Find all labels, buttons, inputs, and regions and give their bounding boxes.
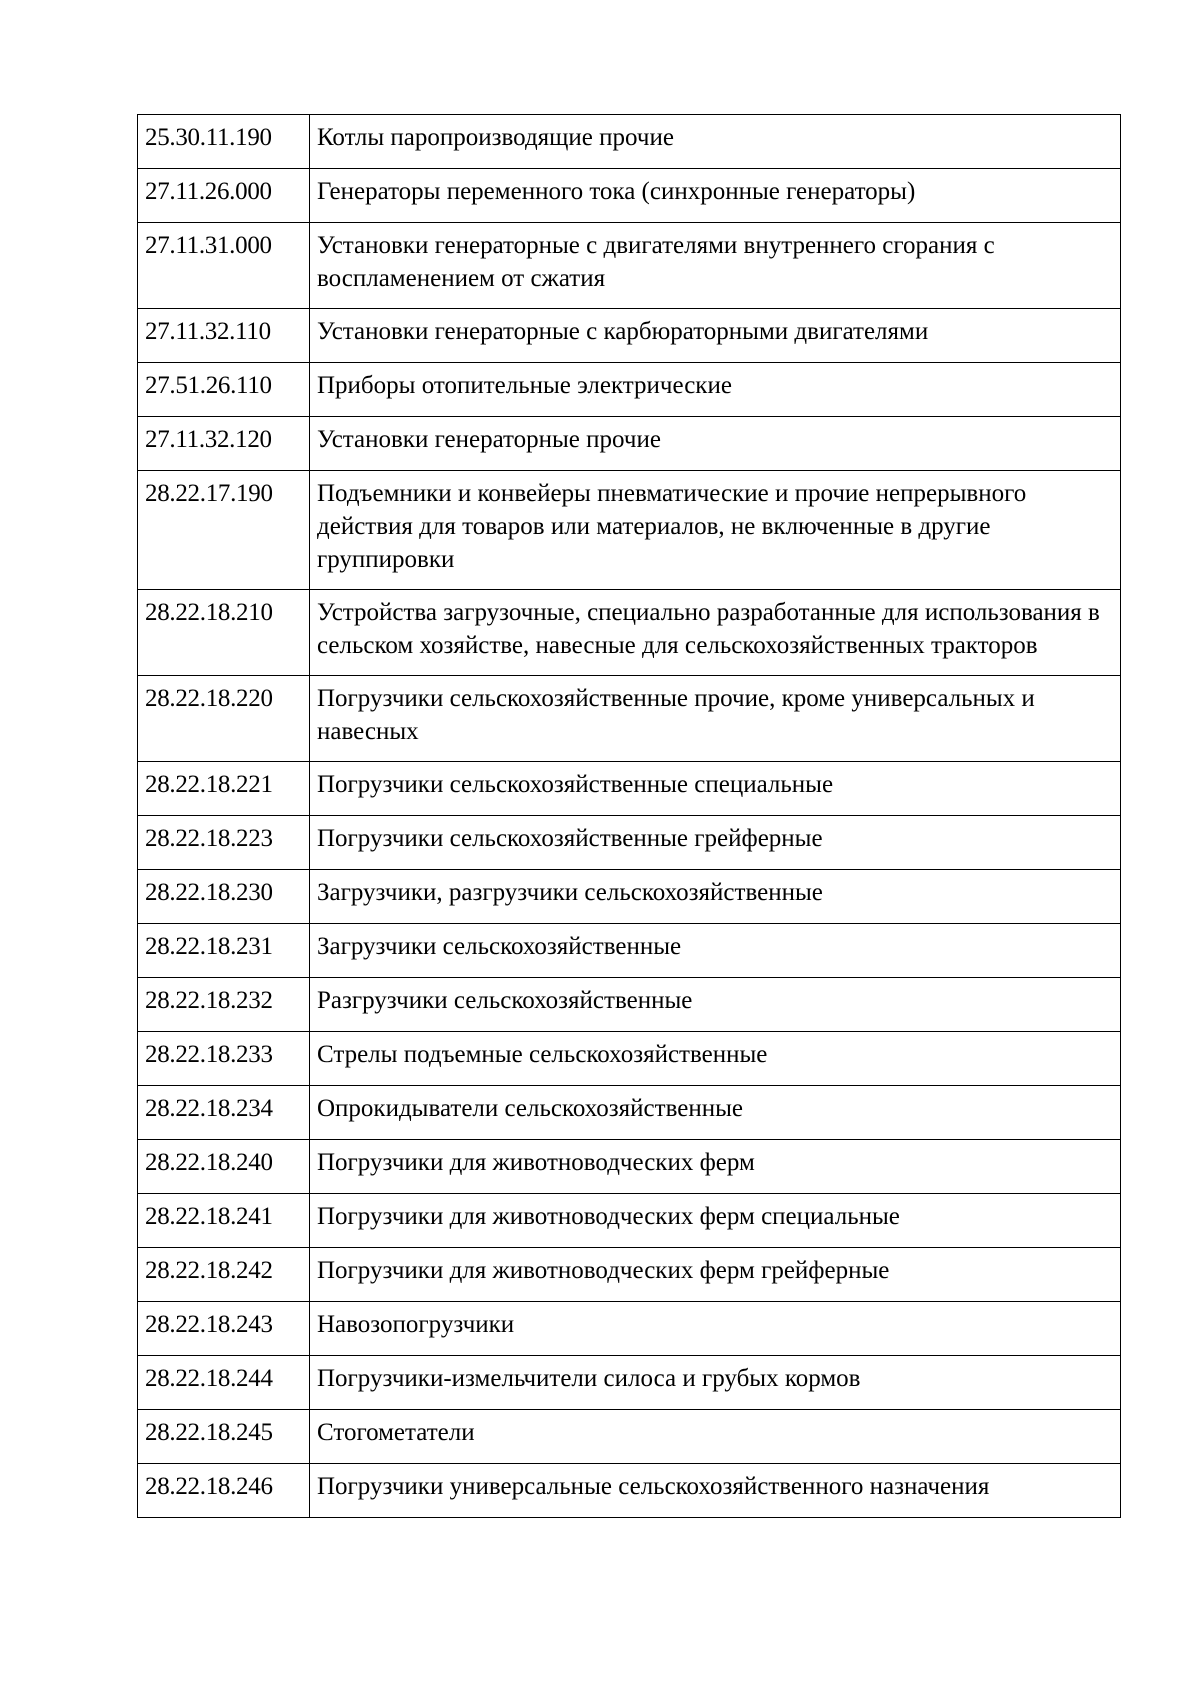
name-cell: Погрузчики универсальные сельскохозяйственного назначения (310, 1464, 1121, 1518)
code-cell: 28.22.18.210 (138, 590, 310, 676)
name-cell: Погрузчики сельскохозяйственные прочие, кроме универсальных и навесных (310, 676, 1121, 762)
name-cell: Установки генераторные прочие (310, 417, 1121, 471)
table-row (138, 816, 1121, 870)
table-row (138, 1032, 1121, 1086)
name-cell: Погрузчики для животноводческих ферм грейферные (310, 1248, 1121, 1302)
code-cell: 27.11.26.000 (138, 169, 310, 223)
table-row (138, 762, 1121, 816)
name-cell: Погрузчики для животноводческих ферм специальные (310, 1194, 1121, 1248)
name-cell: Загрузчики, разгрузчики сельскохозяйственные (310, 870, 1121, 924)
name-cell: Загрузчики сельскохозяйственные (310, 924, 1121, 978)
code-cell: 28.22.18.230 (138, 870, 310, 924)
table-row (138, 978, 1121, 1032)
name-cell: Установки генераторные с карбюраторными двигателями (310, 309, 1121, 363)
code-cell: 28.22.18.242 (138, 1248, 310, 1302)
name-cell: Подъемники и конвейеры пневматические и прочие непрерывного действия для товаров или материалов, не включенные в другие группировки (310, 471, 1121, 590)
code-cell: 28.22.18.232 (138, 978, 310, 1032)
name-cell: Котлы паропроизводящие прочие (310, 115, 1121, 169)
name-cell: Установки генераторные с двигателями внутреннего сгорания с воспламенением от сжатия (310, 223, 1121, 309)
table-row (138, 1140, 1121, 1194)
name-cell: Стогометатели (310, 1410, 1121, 1464)
table-row (138, 1410, 1121, 1464)
table-row (138, 1248, 1121, 1302)
code-cell: 28.22.17.190 (138, 471, 310, 590)
table-row (138, 223, 1121, 309)
table-row (138, 1356, 1121, 1410)
table-row (138, 1086, 1121, 1140)
table-row (138, 363, 1121, 417)
name-cell: Устройства загрузочные, специально разработанные для использования в сельском хозяйстве, навесные для сельскохозяйственных тракторов (310, 590, 1121, 676)
code-cell: 28.22.18.243 (138, 1302, 310, 1356)
name-cell: Погрузчики для животноводческих ферм (310, 1140, 1121, 1194)
code-cell: 25.30.11.190 (138, 115, 310, 169)
code-cell: 28.22.18.240 (138, 1140, 310, 1194)
code-cell: 27.11.31.000 (138, 223, 310, 309)
name-cell: Стрелы подъемные сельскохозяйственные (310, 1032, 1121, 1086)
table-row (138, 870, 1121, 924)
table-row (138, 1194, 1121, 1248)
table-row (138, 676, 1121, 762)
code-cell: 28.22.18.221 (138, 762, 310, 816)
table-row (138, 309, 1121, 363)
name-cell: Генераторы переменного тока (синхронные генераторы) (310, 169, 1121, 223)
code-cell: 28.22.18.220 (138, 676, 310, 762)
name-cell: Разгрузчики сельскохозяйственные (310, 978, 1121, 1032)
code-cell: 28.22.18.234 (138, 1086, 310, 1140)
name-cell: Опрокидыватели сельскохозяйственные (310, 1086, 1121, 1140)
name-cell: Приборы отопительные электрические (310, 363, 1121, 417)
code-cell: 28.22.18.246 (138, 1464, 310, 1518)
code-cell: 28.22.18.231 (138, 924, 310, 978)
code-cell: 28.22.18.223 (138, 816, 310, 870)
code-cell: 27.11.32.110 (138, 309, 310, 363)
code-cell: 28.22.18.241 (138, 1194, 310, 1248)
table-row (138, 1302, 1121, 1356)
table-row (138, 115, 1121, 169)
table-row (138, 924, 1121, 978)
code-cell: 28.22.18.245 (138, 1410, 310, 1464)
name-cell: Погрузчики сельскохозяйственные грейферные (310, 816, 1121, 870)
table-row (138, 417, 1121, 471)
code-cell: 28.22.18.233 (138, 1032, 310, 1086)
table-row (138, 590, 1121, 676)
name-cell: Погрузчики сельскохозяйственные специальные (310, 762, 1121, 816)
okpd-code-table (137, 114, 1121, 1518)
code-table-body (138, 115, 1121, 1518)
table-row (138, 471, 1121, 590)
name-cell: Погрузчики-измельчители силоса и грубых кормов (310, 1356, 1121, 1410)
table-row (138, 169, 1121, 223)
table-row (138, 1464, 1121, 1518)
code-cell: 27.51.26.110 (138, 363, 310, 417)
code-cell: 27.11.32.120 (138, 417, 310, 471)
code-cell: 28.22.18.244 (138, 1356, 310, 1410)
name-cell: Навозопогрузчики (310, 1302, 1121, 1356)
